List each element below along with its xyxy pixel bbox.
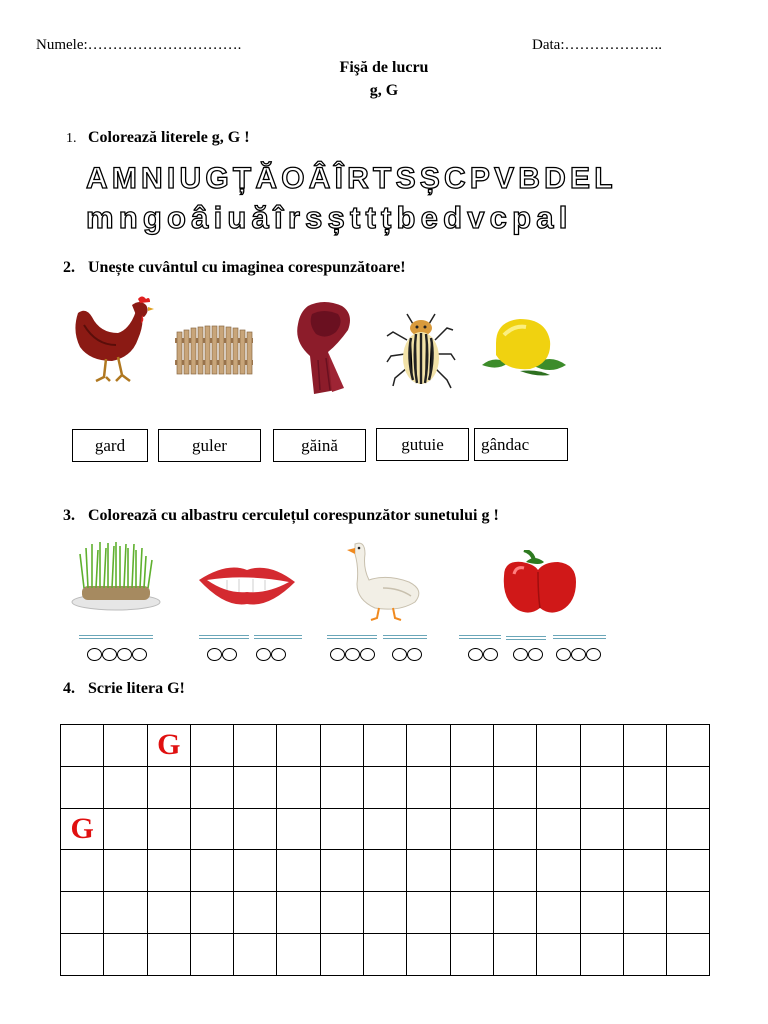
grid-cell[interactable] bbox=[234, 766, 277, 808]
grid-cell[interactable] bbox=[580, 808, 623, 850]
grid-cell[interactable] bbox=[234, 725, 277, 767]
writing-line bbox=[254, 635, 302, 639]
grid-cell[interactable] bbox=[234, 808, 277, 850]
grid-cell[interactable] bbox=[61, 850, 104, 892]
word-box-guler[interactable]: guler bbox=[158, 429, 261, 462]
grid-cell[interactable] bbox=[364, 892, 407, 934]
grid-cell[interactable] bbox=[450, 933, 493, 975]
grid-cell[interactable] bbox=[147, 850, 190, 892]
grid-cell[interactable] bbox=[623, 725, 666, 767]
grid-cell[interactable] bbox=[537, 933, 580, 975]
grid-cell[interactable] bbox=[667, 850, 710, 892]
grid-cell[interactable] bbox=[364, 766, 407, 808]
date-field-label: Data:……………….. bbox=[532, 37, 662, 53]
word-box-gaina[interactable]: găină bbox=[273, 429, 366, 462]
grid-cell[interactable] bbox=[493, 850, 536, 892]
grid-cell[interactable] bbox=[407, 766, 450, 808]
grid-cell[interactable] bbox=[190, 766, 233, 808]
beetle-image[interactable] bbox=[385, 310, 457, 392]
sound-circle[interactable] bbox=[571, 648, 586, 661]
grid-cell[interactable] bbox=[234, 850, 277, 892]
task3-instruction: Colorează cu albastru cerculețul corespunzător sunetului g ! bbox=[88, 507, 499, 524]
writing-line bbox=[553, 635, 606, 639]
grass-image[interactable] bbox=[70, 540, 162, 612]
writing-line bbox=[327, 635, 377, 639]
grid-cell[interactable] bbox=[450, 892, 493, 934]
grid-cell[interactable] bbox=[623, 892, 666, 934]
grid-cell[interactable] bbox=[667, 808, 710, 850]
grid-row bbox=[61, 766, 710, 808]
grid-cell[interactable] bbox=[450, 850, 493, 892]
grid-row bbox=[61, 725, 710, 767]
sound-circle[interactable] bbox=[345, 648, 360, 661]
grid-cell[interactable] bbox=[104, 808, 147, 850]
grid-row bbox=[61, 808, 710, 850]
grid-cell[interactable] bbox=[623, 766, 666, 808]
sound-circle[interactable] bbox=[117, 648, 132, 661]
grid-cell[interactable] bbox=[623, 850, 666, 892]
grid-cell[interactable] bbox=[623, 808, 666, 850]
grid-cell[interactable] bbox=[61, 892, 104, 934]
grid-cell[interactable] bbox=[667, 933, 710, 975]
grid-cell[interactable] bbox=[190, 808, 233, 850]
goose-image[interactable] bbox=[343, 540, 427, 622]
writing-grid[interactable] bbox=[60, 724, 710, 976]
sound-circle[interactable] bbox=[207, 648, 222, 661]
grid-cell[interactable] bbox=[580, 892, 623, 934]
grid-cell[interactable] bbox=[407, 892, 450, 934]
grid-cell[interactable] bbox=[407, 725, 450, 767]
task2-instruction: Unește cuvântul cu imaginea corespunzătoare! bbox=[88, 259, 406, 276]
sound-circle[interactable] bbox=[360, 648, 375, 661]
grid-cell[interactable] bbox=[234, 933, 277, 975]
grid-cell[interactable] bbox=[234, 892, 277, 934]
lowercase-letters-row[interactable]: mngoâiuăîrsșttțbedvcpal bbox=[86, 200, 573, 235]
grid-cell[interactable] bbox=[493, 766, 536, 808]
grid-cell[interactable] bbox=[450, 808, 493, 850]
grid-cell[interactable] bbox=[580, 725, 623, 767]
task1-number: 1. bbox=[66, 131, 77, 146]
grid-cell[interactable] bbox=[320, 808, 363, 850]
grid-cell[interactable] bbox=[320, 850, 363, 892]
grid-cell[interactable] bbox=[104, 892, 147, 934]
grid-cell[interactable] bbox=[537, 725, 580, 767]
grid-cell[interactable] bbox=[320, 725, 363, 767]
sound-circle[interactable] bbox=[330, 648, 345, 661]
sound-circle[interactable] bbox=[271, 648, 286, 661]
writing-line bbox=[199, 635, 249, 639]
grid-cell[interactable] bbox=[364, 933, 407, 975]
grid-cell[interactable] bbox=[277, 725, 320, 767]
page-title: Fişă de lucru bbox=[339, 59, 429, 76]
task1-instruction: Colorează literele g, G ! bbox=[88, 129, 250, 146]
scarf-image[interactable] bbox=[288, 300, 360, 396]
grid-cell[interactable] bbox=[580, 766, 623, 808]
word-box-gutuie[interactable]: gutuie bbox=[376, 428, 469, 461]
syllable-circles-grass[interactable] bbox=[87, 648, 147, 661]
grid-cell[interactable] bbox=[61, 933, 104, 975]
writing-line bbox=[383, 635, 427, 639]
grid-cell[interactable] bbox=[364, 725, 407, 767]
grid-row bbox=[61, 850, 710, 892]
grid-cell[interactable] bbox=[407, 850, 450, 892]
grid-cell[interactable] bbox=[537, 892, 580, 934]
grid-cell[interactable] bbox=[147, 808, 190, 850]
grid-cell[interactable] bbox=[190, 892, 233, 934]
pepper-image[interactable] bbox=[498, 550, 580, 616]
grid-cell-example-letter: G bbox=[147, 725, 190, 767]
grid-cell[interactable] bbox=[147, 892, 190, 934]
grid-cell[interactable] bbox=[407, 808, 450, 850]
grid-cell[interactable] bbox=[364, 850, 407, 892]
sound-circle[interactable] bbox=[132, 648, 147, 661]
grid-cell[interactable] bbox=[623, 933, 666, 975]
grid-cell[interactable] bbox=[277, 933, 320, 975]
grid-cell[interactable] bbox=[61, 725, 104, 767]
sound-circle[interactable] bbox=[586, 648, 601, 661]
grid-cell[interactable] bbox=[104, 850, 147, 892]
sound-circle[interactable] bbox=[468, 648, 483, 661]
sound-circle[interactable] bbox=[407, 648, 422, 661]
grid-cell-example-letter: G bbox=[61, 808, 104, 850]
grid-cell[interactable] bbox=[493, 892, 536, 934]
task4-instruction: Scrie litera G! bbox=[88, 680, 185, 697]
quince-image[interactable] bbox=[480, 315, 568, 381]
grid-cell[interactable] bbox=[104, 933, 147, 975]
grid-cell[interactable] bbox=[277, 766, 320, 808]
sound-circle[interactable] bbox=[87, 648, 102, 661]
grid-cell[interactable] bbox=[61, 766, 104, 808]
uppercase-letters-row[interactable]: AMNIUGȚĂOÂÎRTSȘCPVBDEL bbox=[86, 162, 617, 195]
sound-circle[interactable] bbox=[102, 648, 117, 661]
sound-circle[interactable] bbox=[556, 648, 571, 661]
grid-cell[interactable] bbox=[190, 933, 233, 975]
sound-circle[interactable] bbox=[483, 648, 498, 661]
grid-cell[interactable] bbox=[277, 850, 320, 892]
sound-circle[interactable] bbox=[256, 648, 271, 661]
grid-cell[interactable] bbox=[190, 850, 233, 892]
grid-cell[interactable] bbox=[450, 725, 493, 767]
grid-cell[interactable] bbox=[667, 725, 710, 767]
grid-cell[interactable] bbox=[537, 766, 580, 808]
grid-cell[interactable] bbox=[493, 808, 536, 850]
hen-image[interactable] bbox=[70, 295, 155, 387]
lips-image[interactable] bbox=[197, 560, 297, 608]
grid-cell[interactable] bbox=[364, 808, 407, 850]
writing-line bbox=[459, 635, 501, 639]
grid-cell[interactable] bbox=[493, 933, 536, 975]
grid-cell[interactable] bbox=[147, 766, 190, 808]
grid-cell[interactable] bbox=[277, 808, 320, 850]
page-subtitle: g, G bbox=[369, 82, 399, 99]
grid-cell[interactable] bbox=[667, 766, 710, 808]
sound-circle[interactable] bbox=[222, 648, 237, 661]
grid-cell[interactable] bbox=[537, 808, 580, 850]
grid-cell[interactable] bbox=[580, 850, 623, 892]
sound-circle[interactable] bbox=[392, 648, 407, 661]
grid-row bbox=[61, 933, 710, 975]
sound-circle[interactable] bbox=[513, 648, 528, 661]
grid-cell[interactable] bbox=[320, 766, 363, 808]
grid-cell[interactable] bbox=[277, 892, 320, 934]
grid-cell[interactable] bbox=[493, 725, 536, 767]
syllable-circles-goose[interactable] bbox=[330, 648, 422, 661]
grid-cell[interactable] bbox=[147, 933, 190, 975]
grid-cell[interactable] bbox=[320, 892, 363, 934]
fence-image[interactable] bbox=[173, 318, 255, 376]
name-field-label: Numele:…………………………. bbox=[36, 37, 242, 53]
task4-number: 4. bbox=[63, 680, 75, 697]
grid-cell[interactable] bbox=[450, 766, 493, 808]
grid-cell[interactable] bbox=[537, 850, 580, 892]
grid-cell[interactable] bbox=[104, 766, 147, 808]
word-box-gandac[interactable]: gândac bbox=[474, 428, 568, 461]
grid-cell[interactable] bbox=[104, 725, 147, 767]
task2-number: 2. bbox=[63, 259, 75, 276]
task3-number: 3. bbox=[63, 507, 75, 524]
syllable-circles-pepper[interactable] bbox=[468, 648, 601, 661]
grid-cell[interactable] bbox=[407, 933, 450, 975]
grid-cell[interactable] bbox=[320, 933, 363, 975]
writing-line bbox=[506, 636, 546, 640]
grid-cell[interactable] bbox=[580, 933, 623, 975]
word-box-gard[interactable]: gard bbox=[72, 429, 148, 462]
syllable-circles-lips[interactable] bbox=[207, 648, 286, 661]
grid-cell[interactable] bbox=[190, 725, 233, 767]
grid-cell[interactable] bbox=[667, 892, 710, 934]
sound-circle[interactable] bbox=[528, 648, 543, 661]
writing-line bbox=[79, 635, 153, 639]
grid-row bbox=[61, 892, 710, 934]
